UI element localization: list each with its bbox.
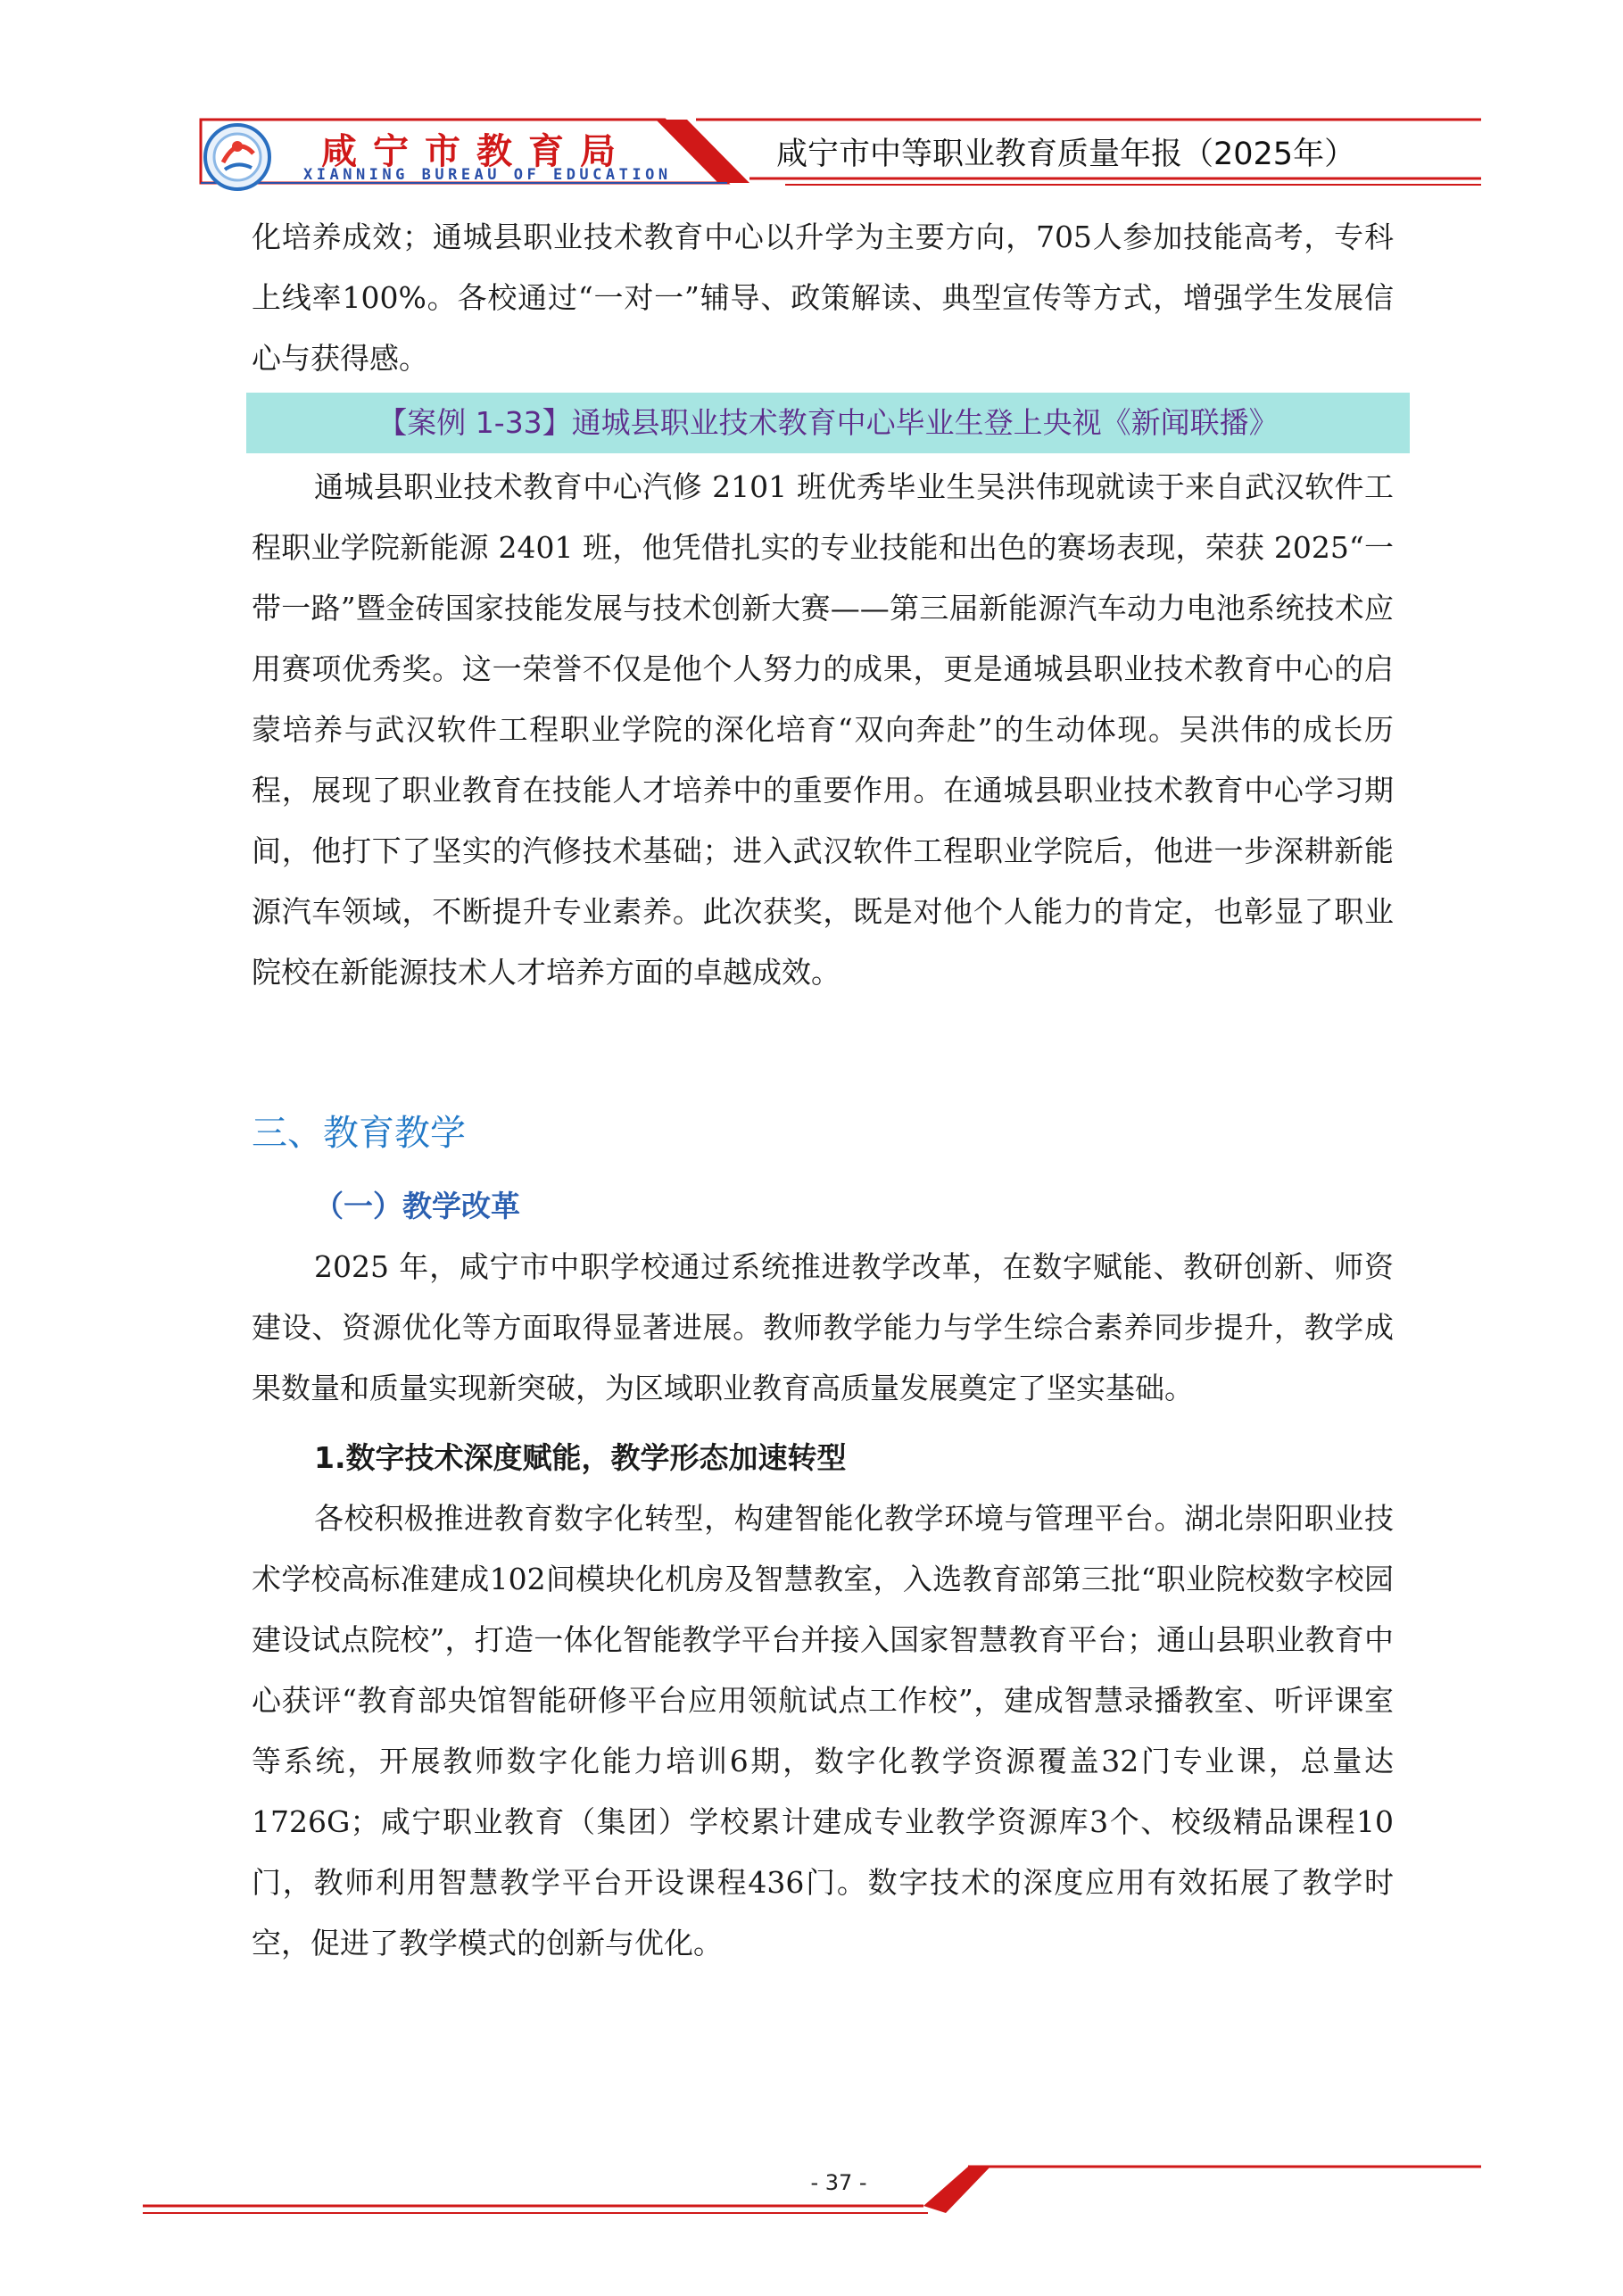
page-number: - 37 - bbox=[810, 2170, 867, 2195]
subsection-title: （一）教学改革 bbox=[314, 1189, 520, 1223]
bureau-name-cn: 咸宁市教育局 bbox=[321, 130, 632, 172]
bureau-logo-icon bbox=[203, 123, 271, 191]
page-content bbox=[252, 207, 1394, 1974]
point-paragraph: 各校积极推进教育数字化转型，构建智能化教学环境与管理平台。湖北崇阳职业技术学校高标准建成102间模块化机房及智慧教室，入选教育部第三批“职业院校数字校园建设试点院校”，打造一体化智能教学平台并接入国家智慧教育平台；通山县职业教育中心获评“教育部央馆智能研修平台应用领航试点工作校”，建成智慧录播教室、听评课室等系统，开展教师数字化能力培训6期，数字化教学资源覆盖32门专业课，总量达1726G；咸宁职业教育（集团）学校累计建成专业教学资源库3个、校级精品课程10门，教师利用智慧教学平台开设课程436门。数字技术的深度应用有效拓展了教学时空，促进了教学模式的创新与优化。 bbox=[252, 1501, 1394, 1960]
report-title: 咸宁市中等职业教育质量年报（2025年） bbox=[776, 137, 1356, 172]
case-title-banner: 【案例 1-33】通城县职业技术教育中心毕业生登上央视《新闻联播》 bbox=[246, 393, 1410, 453]
reform-paragraph: 2025 年，咸宁市中职学校通过系统推进教学改革，在数字赋能、教研创新、师资建设、资源优化等方面取得显著进展。教师教学能力与学生综合素养同步提升，教学成果数量和质量实现新突破，为区域职业教育高质量发展奠定了坚实基础。 bbox=[252, 1249, 1394, 1405]
page-header bbox=[0, 0, 1623, 192]
case-paragraph: 通城县职业技术教育中心汽修 2101 班优秀毕业生吴洪伟现就读于来自武汉软件工程职业学院新能源 2401 班，他凭借扎实的专业技能和出色的赛场表现，荣获 2025“一带一路”暨金砖国家技能发展与技术创新大赛——第三届新能源汽车动力电池系统技术应用赛项优秀奖。这一荣誉不仅是他个人努力的成果，更是通城县职业技术教育中心的启蒙培养与武汉软件工程职业学院的深化培育“双向奔赴”的生动体现。吴洪伟的成长历程，展现了职业教育在技能人才培养中的重要作用。在通城县职业技术教育中心学习期间，他打下了坚实的汽修技术基础；进入武汉软件工程职业学院后，他进一步深耕新能源汽车领域，不断提升专业素养。此次获奖，既是对他个人能力的肯定，也彰显了职业院校在新能源技术人才培养方面的卓越成效。 bbox=[252, 469, 1394, 990]
point-heading: 1.数字技术深度赋能，教学形态加速转型 bbox=[314, 1440, 847, 1475]
bureau-name-en: XIANNING BUREAU OF EDUCATION bbox=[303, 166, 672, 184]
section-title: 三、教育教学 bbox=[252, 1113, 466, 1154]
intro-paragraph: 化培养成效；通城县职业技术教育中心以升学为主要方向，705人参加技能高考，专科上线率100%。各校通过“一对一”辅导、政策解读、典型宣传等方式，增强学生发展信心与获得感。 bbox=[252, 220, 1394, 376]
